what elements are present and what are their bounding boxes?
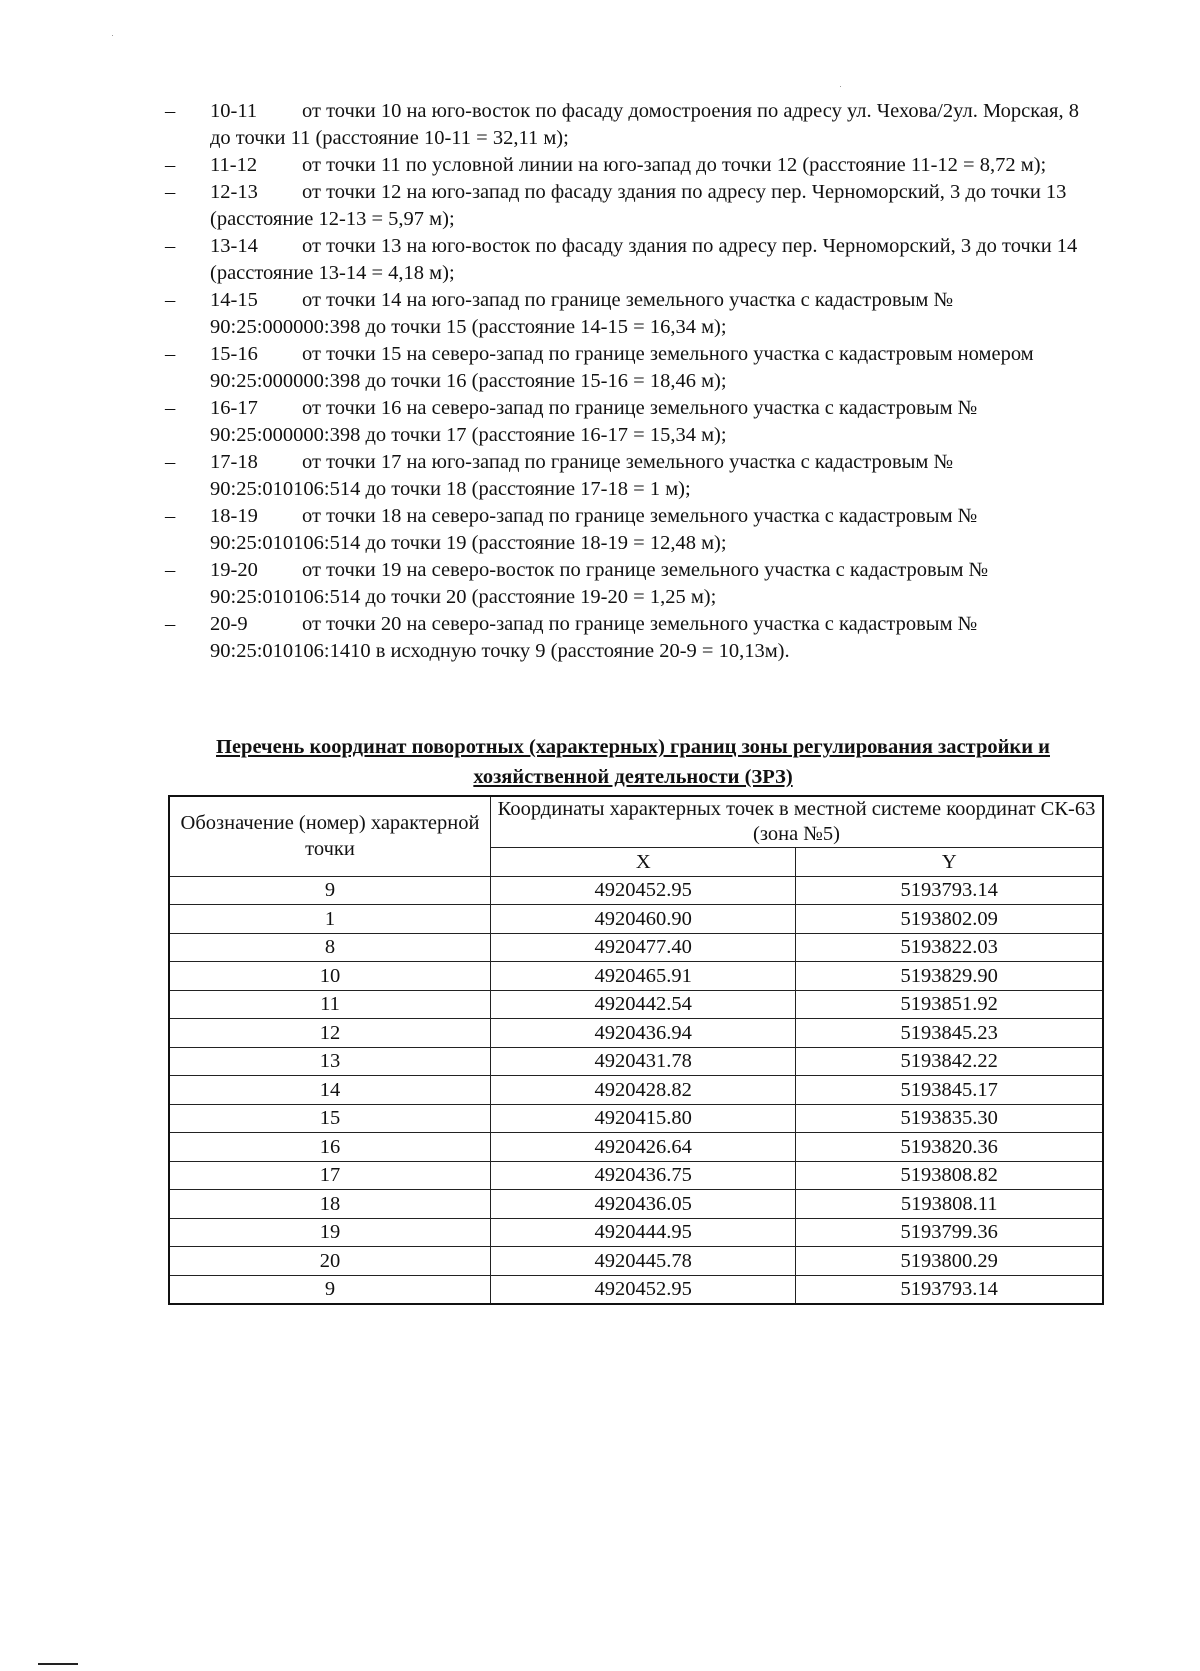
segment-description: от точки 11 по условной линии на юго-запад до точки 12 (расстояние 11-12 = 8,72 м); <box>302 154 1047 176</box>
cell-x: 4920444.95 <box>491 1218 796 1247</box>
segment-code: 11-12 <box>210 154 258 176</box>
cell-y: 5193799.36 <box>796 1218 1103 1247</box>
cell-y: 5193793.14 <box>796 876 1103 905</box>
segment-code: 18-19 <box>210 505 258 527</box>
segment-code: 14-15 <box>210 289 258 311</box>
cell-y: 5193842.22 <box>796 1047 1103 1076</box>
cell-x: 4920465.91 <box>491 962 796 991</box>
cell-y: 5193808.82 <box>796 1161 1103 1190</box>
segment-description: от точки 15 на северо-запад по границе земельного участка с кадастровым номером 90:25:000000:398 до точки 16 (расстояние 15-16 = 18,46 м); <box>210 343 1034 392</box>
header-point-designation: Обозначение (номер) характерной точки <box>169 796 491 876</box>
cell-x: 4920477.40 <box>491 933 796 962</box>
list-item: – 18-19 от точки 18 на северо-запад по границе земельного участка с кадастровым № 90:25:010106:514 до точки 19 (расстояние 18-19 = 12,48 м); <box>165 505 978 554</box>
cell-y: 5193835.30 <box>796 1104 1103 1133</box>
cell-y: 5193845.17 <box>796 1076 1103 1105</box>
segment-description: от точки 16 на северо-запад по границе земельного участка с кадастровым № 90:25:000000:398 до точки 17 (расстояние 16-17 = 15,34 м); <box>210 397 978 446</box>
cell-point: 9 <box>169 1275 491 1304</box>
list-item: – 13-14 от точки 13 на юго-восток по фасаду здания по адресу пер. Черноморский, 3 до точки 14 (расстояние 13-14 = 4,18 м); <box>165 235 1078 284</box>
header-y: Y <box>796 848 1103 877</box>
cell-x: 4920436.94 <box>491 1019 796 1048</box>
coordinates-table <box>168 795 1104 1305</box>
cell-point: 10 <box>169 962 491 991</box>
cell-x: 4920436.05 <box>491 1190 796 1219</box>
segment-description: от точки 14 на юго-запад по границе земельного участка с кадастровым № 90:25:000000:398 до точки 15 (расстояние 14-15 = 16,34 м); <box>210 289 954 338</box>
section-heading: Перечень координат поворотных (характерных) границ зоны регулирования застройки и хозяйственной деятельности (ЗРЗ) <box>216 736 1050 788</box>
cell-point: 18 <box>169 1190 491 1219</box>
cell-point: 9 <box>169 876 491 905</box>
table-row <box>169 1047 1103 1076</box>
list-item: – 15-16 от точки 15 на северо-запад по границе земельного участка с кадастровым номером 90:25:000000:398 до точки 16 (расстояние 15-16 = 18,46 м); <box>165 343 1034 392</box>
cell-y: 5193820.36 <box>796 1133 1103 1162</box>
segment-description: от точки 20 на северо-запад по границе земельного участка с кадастровым № 90:25:010106:1410 в исходную точку 9 (расстояние 20-9 = 10,13м). <box>210 613 978 662</box>
scan-edge-mark <box>38 1663 78 1665</box>
table-row <box>169 1247 1103 1276</box>
list-item: – 19-20 от точки 19 на северо-восток по границе земельного участка с кадастровым № 90:25:010106:514 до точки 20 (расстояние 19-20 = 1,25 м); <box>165 559 989 608</box>
cell-point: 13 <box>169 1047 491 1076</box>
scan-speck <box>840 86 841 87</box>
cell-y: 5193800.29 <box>796 1247 1103 1276</box>
segment-description: от точки 13 на юго-восток по фасаду здания по адресу пер. Черноморский, 3 до точки 14 (расстояние 13-14 = 4,18 м); <box>210 235 1078 284</box>
cell-x: 4920460.90 <box>491 905 796 934</box>
table-row <box>169 1190 1103 1219</box>
table-row <box>169 1275 1103 1304</box>
cell-point: 1 <box>169 905 491 934</box>
cell-y: 5193802.09 <box>796 905 1103 934</box>
list-item: – 14-15 от точки 14 на юго-запад по границе земельного участка с кадастровым № 90:25:000000:398 до точки 15 (расстояние 14-15 = 16,34 м); <box>165 289 954 338</box>
cell-x: 4920442.54 <box>491 990 796 1019</box>
segment-description: от точки 17 на юго-запад по границе земельного участка с кадастровым № 90:25:010106:514 до точки 18 (расстояние 17-18 = 1 м); <box>210 451 954 500</box>
list-item: – 11-12 от точки 11 по условной линии на юго-запад до точки 12 (расстояние 11-12 = 8,72 м); <box>165 152 1095 179</box>
table-row <box>169 1104 1103 1133</box>
cell-y: 5193793.14 <box>796 1275 1103 1304</box>
table-row <box>169 1076 1103 1105</box>
cell-y: 5193808.11 <box>796 1190 1103 1219</box>
table-header-row <box>169 796 1103 848</box>
list-item: – 16-17 от точки 16 на северо-запад по границе земельного участка с кадастровым № 90:25:000000:398 до точки 17 (расстояние 16-17 = 15,34 м); <box>165 397 978 446</box>
header-coordinates: Координаты характерных точек в местной системе координат СК-63 (зона №5) <box>491 796 1104 848</box>
segment-description: от точки 19 на северо-восток по границе земельного участка с кадастровым № 90:25:010106:514 до точки 20 (расстояние 19-20 = 1,25 м); <box>210 559 989 608</box>
table-row <box>169 1133 1103 1162</box>
segment-code: 15-16 <box>210 343 258 365</box>
segment-code: 13-14 <box>210 235 258 257</box>
cell-point: 8 <box>169 933 491 962</box>
cell-point: 15 <box>169 1104 491 1133</box>
list-item: – 10-11 от точки 10 на юго-восток по фасаду домостроения по адресу ул. Чехова/2ул. Морская, 8 до точки 11 (расстояние 10-11 = 32,11 м); <box>165 100 1079 149</box>
cell-point: 20 <box>169 1247 491 1276</box>
table-row <box>169 933 1103 962</box>
cell-y: 5193851.92 <box>796 990 1103 1019</box>
header-x: X <box>491 848 796 877</box>
cell-point: 12 <box>169 1019 491 1048</box>
cell-point: 14 <box>169 1076 491 1105</box>
cell-x: 4920436.75 <box>491 1161 796 1190</box>
cell-point: 17 <box>169 1161 491 1190</box>
segment-code: 16-17 <box>210 397 258 419</box>
table-row <box>169 962 1103 991</box>
cell-y: 5193822.03 <box>796 933 1103 962</box>
segment-code: 10-11 <box>210 100 258 122</box>
table-row <box>169 876 1103 905</box>
cell-point: 11 <box>169 990 491 1019</box>
table-row <box>169 1218 1103 1247</box>
table-row <box>169 905 1103 934</box>
scan-speck <box>112 35 113 36</box>
cell-x: 4920452.95 <box>491 876 796 905</box>
cell-x: 4920445.78 <box>491 1247 796 1276</box>
list-item: – 17-18 от точки 17 на юго-запад по границе земельного участка с кадастровым № 90:25:010106:514 до точки 18 (расстояние 17-18 = 1 м); <box>165 451 954 500</box>
segment-description: от точки 18 на северо-запад по границе земельного участка с кадастровым № 90:25:010106:514 до точки 19 (расстояние 18-19 = 12,48 м); <box>210 505 978 554</box>
cell-x: 4920426.64 <box>491 1133 796 1162</box>
cell-x: 4920415.80 <box>491 1104 796 1133</box>
list-item: – 20-9 от точки 20 на северо-запад по границе земельного участка с кадастровым № 90:25:010106:1410 в исходную точку 9 (расстояние 20-9 = 10,13м). <box>165 613 978 662</box>
segment-description: от точки 10 на юго-восток по фасаду домостроения по адресу ул. Чехова/2ул. Морская, 8 до точки 11 (расстояние 10-11 = 32,11 м); <box>210 100 1079 149</box>
table-row <box>169 1161 1103 1190</box>
segment-code: 19-20 <box>210 559 258 581</box>
segment-description: от точки 12 на юго-запад по фасаду здания по адресу пер. Черноморский, 3 до точки 13 (расстояние 12-13 = 5,97 м); <box>210 181 1067 230</box>
cell-point: 16 <box>169 1133 491 1162</box>
segment-list <box>165 98 1095 665</box>
list-item: – 12-13 от точки 12 на юго-запад по фасаду здания по адресу пер. Черноморский, 3 до точки 13 (расстояние 12-13 = 5,97 м); <box>165 181 1067 230</box>
cell-x: 4920428.82 <box>491 1076 796 1105</box>
cell-x: 4920452.95 <box>491 1275 796 1304</box>
cell-y: 5193845.23 <box>796 1019 1103 1048</box>
cell-y: 5193829.90 <box>796 962 1103 991</box>
segment-code: 20-9 <box>210 613 248 635</box>
segment-code: 12-13 <box>210 181 258 203</box>
table-row <box>169 990 1103 1019</box>
cell-x: 4920431.78 <box>491 1047 796 1076</box>
table-row <box>169 1019 1103 1048</box>
cell-point: 19 <box>169 1218 491 1247</box>
segment-code: 17-18 <box>210 451 258 473</box>
